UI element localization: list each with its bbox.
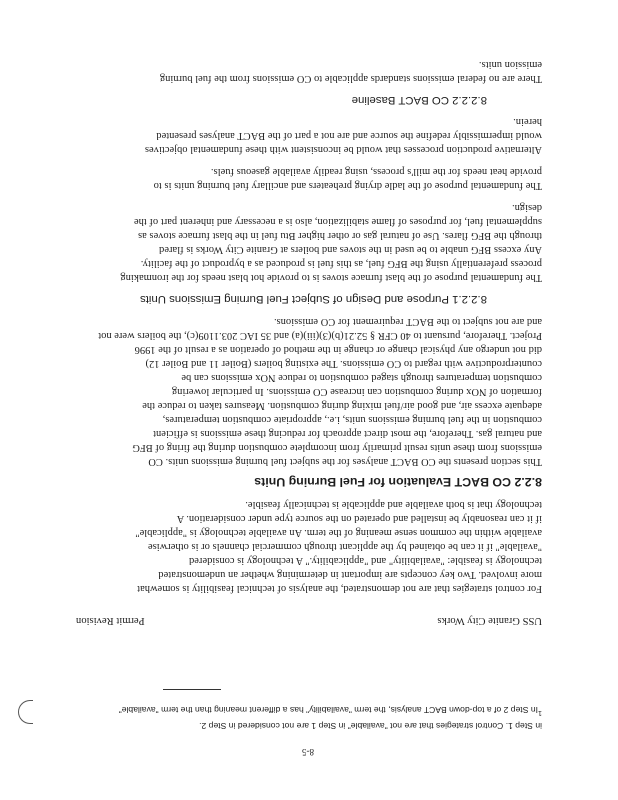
paragraph-line: did not undergo any physical change or change in the method of operation as a result of the 1996 (134, 344, 542, 355)
subsection-heading: 8.2.2.2 CO BACT Baseline (351, 94, 487, 106)
paragraph-line: combustion temperatures through staged combustion to reduce NOx emissions can be (181, 372, 542, 383)
paragraph-line: There are no federal emissions standards applicable to CO emissions from the fuel burning (159, 73, 542, 84)
page-number: 8-5 (302, 747, 314, 757)
paragraph-line: Any excess BFG unable to be used in the stoves and boilers at Granite City Works is flared (159, 244, 542, 255)
paragraph-line: formation of NOx during combustion can increase CO emissions. In particular lowering (171, 386, 542, 397)
paragraph-line: The fundamental purpose of the ladle drying preheaters and ancillary fuel burning units is to (153, 180, 542, 191)
section-heading: 8.2.2 CO BACT Evaluation for Fuel Burning Units (254, 475, 542, 489)
paragraph-line: combustion in the fuel burning emissions units, i.e., appropriate combustion temperatures, (162, 414, 542, 425)
paragraph-line: would impermissibly redefine the source and are not a part of the BACT analyses presented (156, 130, 542, 141)
paragraph-line: process preferentially using the BFG fuel, as this fuel is produced as a byproduct of the facility. (140, 258, 542, 269)
footnote-line (92, 704, 542, 718)
paragraph-line: Alternative production processes that would be inconsistent with these fundamental objectives (144, 144, 542, 155)
footnote-text: In Step 2 of a top-down BACT analysis, the term "availability" has a different meaning than the term "available" (118, 705, 539, 716)
paragraph-line: For control strategies that are not demonstrated, the analysis of technical feasibility is somewhat (137, 583, 542, 594)
paragraph-line: emissions from these units result primarily from incomplete combustion during the firing of BFG (132, 442, 542, 453)
paragraph-line: available within the common sense meaning of the term. An available technology is "applicable" (135, 527, 542, 538)
paragraph-line: The fundamental purpose of the blast furnace stoves is to provide hot blast needs for the ironmaking (120, 272, 542, 283)
paragraph-line: supplemental fuel, for purposes of flame stabilization, also is a necessary and inherent part of the (133, 216, 542, 227)
header-right: Permit Revision (76, 615, 145, 626)
paragraph-line: counterproductive with regard to CO emissions. The existing boilers (Boiler 11 and Boiler 12) (145, 358, 542, 369)
paragraph-line: This section presents the CO BACT analyses for the subject fuel burning emissions units. CO (148, 456, 542, 467)
paragraph-line: design. (511, 202, 542, 213)
paragraph-line: through the BFG flares. Use of natural gas or other higher Btu fuel in the blast furnace stoves as (138, 230, 542, 241)
paragraph-line: technology that is both available and applicable is technically feasible. (245, 499, 542, 510)
paragraph-line: "available" if it can be obtained by the applicant through commercial channels or is otherwise (147, 541, 542, 552)
paragraph-line: technology is feasible: "availability" and "applicability." A technology is considered (188, 555, 542, 566)
paragraph-line: Project. Therefore, pursuant to 40 CFR § 52.21(b)(3)(iii)(a) and 35 IAC 203.1109(c), the boilers were not (98, 330, 542, 341)
paragraph-line: more involved. Two key concepts are important in determining whether an undemonstrated (158, 569, 542, 580)
paragraph-line: if it can reasonably be installed and operated on the source type under consideration. A (176, 513, 542, 524)
paragraph-line: provide heat needs for the mill's process, using readily available gaseous fuels. (210, 166, 542, 177)
paragraph-line: adequate excess air, and good air/fuel mixing during combustion. Measures taken to reduce the (142, 400, 542, 411)
footnote-marker: 1 (538, 709, 542, 717)
footnote-rule (163, 689, 221, 690)
subsection-heading: 8.2.2.1 Purpose and Design of Subject Fuel Burning Emissions Units (140, 293, 487, 305)
paragraph-line: and are not subject to the BACT requirement for CO emissions. (273, 316, 542, 327)
footnote-line: in Step 1. Control strategies that are not "available" in Step 1 are not considered in Step 2. (199, 721, 542, 731)
header-left: USS Granite City Works (437, 615, 542, 626)
paragraph-line: herein. (513, 116, 542, 127)
paragraph-line: and natural gas. Therefore, the most direct approach for reducing these emissions is efficient (153, 428, 542, 439)
paragraph-line: emission units. (478, 59, 542, 70)
